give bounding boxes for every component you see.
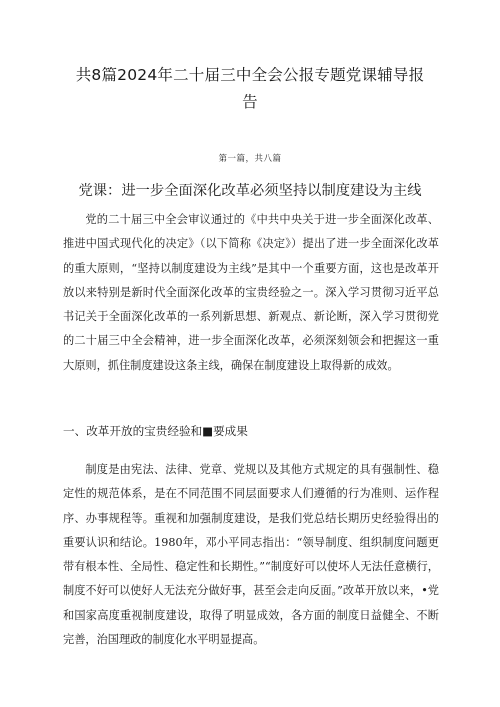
- intro-paragraph: 党的二十届三中全会审议通过的《中共中央关于进一步全面深化改革、推进中国式现代化的决定》（以下简称《决定》）提出了进一步全面深化改革的重大原则，“坚持以制度建设为主线”是其中一个重要方面，这也是改革开放以来特别是新时代全面深化改革的宝贵经验之一。深入学习贯彻习近平总书记关于全面深化改革的一系列新思想、新观点、新论断，深入学习贯彻党的二十届三中全会精神，进一步全面深化改革，必须深刻领会和把握这一重大原则，抓住制度建设这条主线，确保在制度建设上取得新的成效。: [63, 213, 439, 372]
- lesson-title: 党课：进一步全面深化改革必须坚持以制度建设为主线: [78, 183, 422, 199]
- section-paragraph: 制度是由宪法、法律、党章、党规以及其他方式规定的具有强制性、稳定性的规范体系，是在不同范围不同层面要求人们遵循的行为准则、运作程序、办事规程等。重视和加强制度建设，是我们党总结长期历史经验得出的重要认识和结论。1980年，邓小平同志指出：“领导制度、组织制度问题更带有根本性、全局性、稳定性和长期性。”“制度好可以使坏人无法任意横行，制度不好可以使好人无法充分做好事，甚至会走向反面。”改革开放以来，•党和国家高度重视制度建设，取得了明显成效，各方面的制度日益健全、不断完善，治国理政的制度化水平明显提高。: [63, 463, 439, 647]
- section-heading: 一、改革开放的宝贵经验和■要成果: [63, 424, 248, 438]
- document-title: 共8篇2024年二十届三中全会公报专题党课辅导报告: [75, 66, 425, 111]
- part-label: 第一篇，共八篇: [218, 154, 282, 164]
